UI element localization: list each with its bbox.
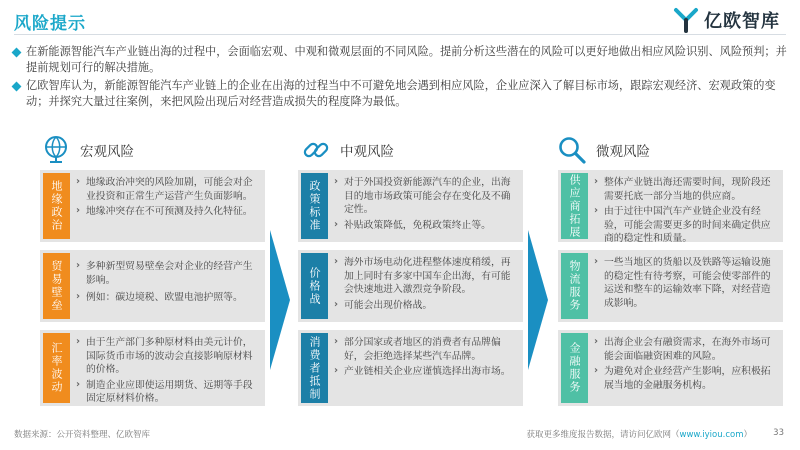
- brand-logo: [672, 6, 780, 34]
- macro-header: [40, 134, 134, 166]
- flow-arrow: [528, 230, 548, 370]
- risk-item: › 补贴政策降低，免税政策终止等。: [334, 219, 517, 233]
- risk-body: [76, 336, 259, 408]
- risk-tag: 消费者抵制: [301, 333, 328, 403]
- intro-paragraph-2: 亿欧智库认为，新能源智能汽车产业链上的企业在出海的过程当中不可避免地会遇到相应风险，企业应深入了解目标市场，跟踪宏观经济、宏观政策的变动；并探究大量过往案例，来把风险出现后对经营造成损失的程度降为最低。: [12, 78, 788, 110]
- globe-icon: [40, 134, 72, 166]
- risk-body: [594, 176, 777, 248]
- risk-tag: 物流服务: [561, 253, 588, 319]
- risk-row: [298, 250, 523, 322]
- micro-title: 微观风险: [596, 144, 650, 160]
- risk-tag: 供应商拓展: [561, 173, 588, 239]
- risk-item: › 由于生产部门多种原材料由美元计价，国际货币市场的波动会直接影响原材料的价格。: [76, 336, 259, 377]
- risk-body: [76, 176, 259, 221]
- risk-row: [558, 250, 783, 322]
- risk-row: [40, 170, 265, 242]
- title-divider: [14, 34, 786, 35]
- risk-row: [298, 330, 523, 406]
- logo-text: 亿欧智库: [704, 11, 780, 32]
- macro-panel: [40, 170, 265, 406]
- micro-header: [556, 134, 650, 166]
- more-data-suffix: ）: [743, 430, 752, 440]
- link-icon: [300, 134, 332, 166]
- risk-item: › 整体产业链出海还需要时间，现阶段还需要托底一部分当地的供应商。: [594, 176, 777, 203]
- logo-icon: [672, 6, 700, 34]
- risk-item: › 部分国家或者地区的消费者有品牌偏好，会拒绝选择某些汽车品牌。: [334, 336, 517, 363]
- page-number: 33: [773, 428, 784, 438]
- risk-tag: 政策标准: [301, 173, 328, 239]
- page-title: 风险提示: [14, 14, 86, 34]
- risk-item: › 由于过往中国汽车产业链企业没有经验，可能会需要更多的时间来确定供应商的稳定性和质量。: [594, 205, 777, 246]
- risk-tag: 地缘政治: [43, 173, 70, 239]
- risk-body: [334, 256, 517, 314]
- risk-item: › 为避免对企业经营产生影响，应积极拓展当地的金融服务机构。: [594, 365, 777, 392]
- risk-row: [558, 170, 783, 242]
- data-source: 数据来源：公开资料整理、亿欧智库: [14, 430, 151, 440]
- flow-arrow: [270, 230, 290, 370]
- risk-row: [40, 330, 265, 406]
- macro-title: 宏观风险: [80, 144, 134, 160]
- risk-body: [76, 260, 259, 307]
- risk-body: [334, 176, 517, 234]
- risk-item: › 地缘政治冲突的风险加剧，可能会对企业投资和正常生产运营产生负面影响。: [76, 176, 259, 203]
- risk-row: [558, 330, 783, 406]
- website-link[interactable]: www.iyiou.com: [679, 430, 744, 440]
- risk-item: › 海外市场电动化进程整体速度稍缓，再加上同时有多家中国车企出海，有可能会快速地进入激烈竞争阶段。: [334, 256, 517, 297]
- risk-tag: 贸易壁垒: [43, 253, 70, 319]
- risk-tag: 金融服务: [561, 333, 588, 403]
- risk-tag: 价格战: [301, 253, 328, 319]
- risk-body: [594, 256, 777, 312]
- risk-item: › 一些当地区的货船以及铁路等运输设施的稳定性有待考察，可能会使零部件的运送和整车的运输效率下降，对经营造成影响。: [594, 256, 777, 310]
- search-icon: [556, 134, 588, 166]
- more-data-note: [526, 428, 752, 440]
- more-data-prefix: 获取更多维度报告数据，请访问亿欧网（: [526, 430, 680, 440]
- intro-paragraph-1: 在新能源智能汽车产业链出海的过程中，会面临宏观、中观和微观层面的不同风险。提前分析这些潜在的风险可以更好地做出相应风险识别、风险预判；并提前规划可行的解决措施。: [12, 44, 788, 76]
- risk-item: › 制造企业应即使运用期货、远期等手段固定原材料价格。: [76, 379, 259, 406]
- meso-panel: [298, 170, 523, 406]
- risk-item: › 多种新型贸易壁垒会对企业的经营产生影响。: [76, 260, 259, 287]
- risk-row: [40, 250, 265, 322]
- meso-header: [300, 134, 394, 166]
- micro-panel: [558, 170, 783, 406]
- risk-body: [594, 336, 777, 394]
- risk-item: › 对于外国投资新能源汽车的企业，出海目的地市场政策可能会存在变化及不确定性。: [334, 176, 517, 217]
- meso-title: 中观风险: [340, 144, 394, 160]
- risk-body: [334, 336, 517, 381]
- risk-item: › 例如：碳边境税、欧盟电池护照等。: [76, 291, 259, 305]
- risk-row: [298, 170, 523, 242]
- risk-tag: 汇率波动: [43, 333, 70, 403]
- risk-item: › 产业链相关企业应谨慎选择出海市场。: [334, 365, 517, 379]
- risk-item: › 出海企业会有融资需求，在海外市场可能会面临融资困难的风险。: [594, 336, 777, 363]
- risk-item: › 地缘冲突存在不可预测及持久化特征。: [76, 205, 259, 219]
- intro-text: [12, 44, 788, 112]
- risk-item: › 可能会出现价格战。: [334, 299, 517, 313]
